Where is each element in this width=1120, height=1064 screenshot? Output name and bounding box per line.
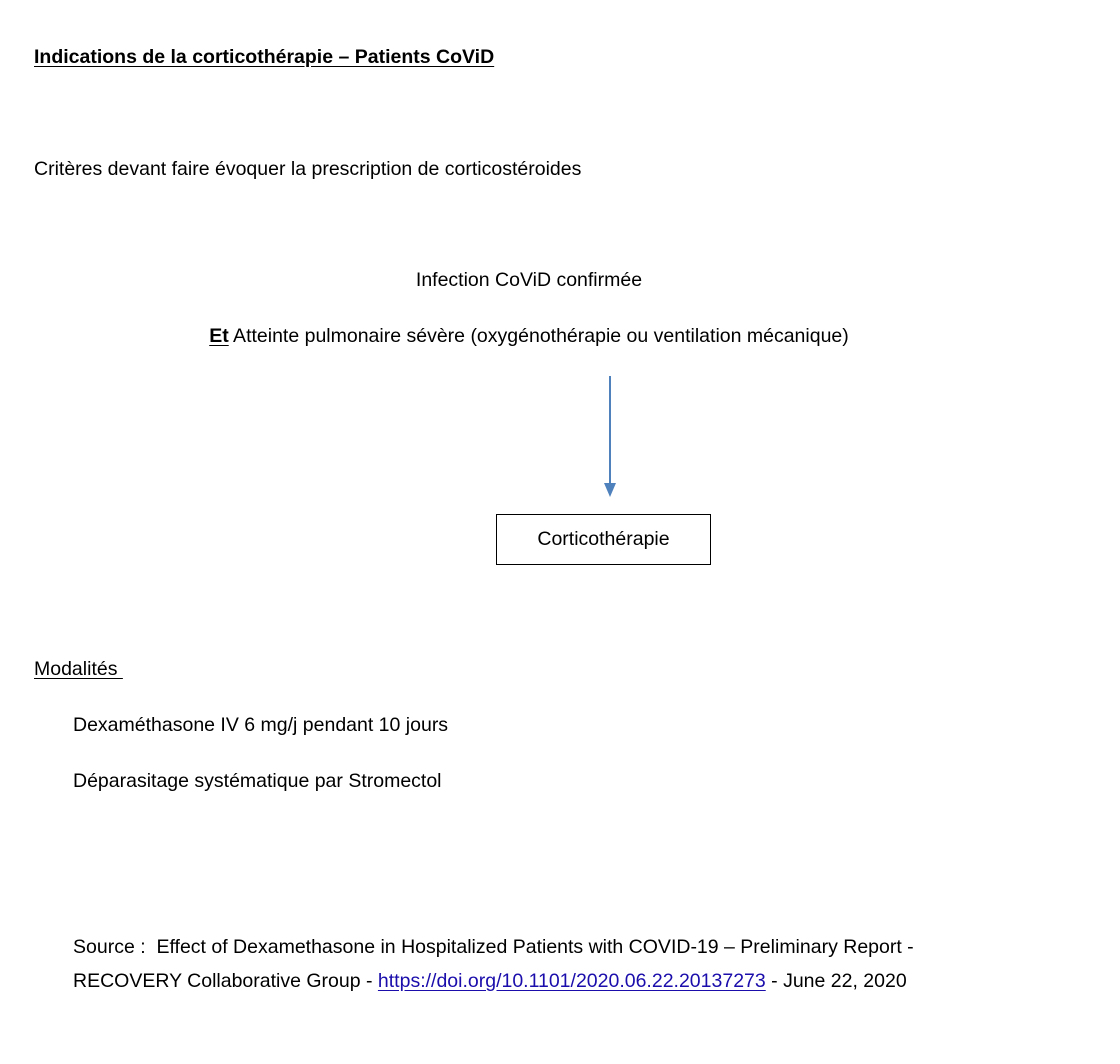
source-citation-line1: Source : Effect of Dexamethasone in Hospitalized Patients with COVID-19 – Preliminary Report -: [73, 936, 914, 958]
modalite-item: Dexaméthasone IV 6 mg/j pendant 10 jours: [73, 714, 449, 736]
source-date: - June 22, 2020: [765, 970, 907, 992]
criterion-pulmonary-severity: [0, 327, 1058, 347]
criteria-intro: Critères devant faire évoquer la prescription de corticostéroides: [34, 158, 582, 180]
criterion-covid-confirmed: Infection CoViD confirmée: [415, 269, 643, 291]
down-arrow-icon: [600, 376, 620, 500]
doi-link[interactable]: https://doi.org/10.1101/2020.06.22.20137273: [377, 970, 766, 992]
modalite-item: Déparasitage systématique par Stromectol: [73, 770, 442, 792]
corticotherapie-box: [496, 514, 711, 565]
criterion-pulmonary-text: Atteinte pulmonaire sévère (oxygénothérapie ou ventilation mécanique): [228, 325, 849, 347]
corticotherapie-label: Corticothérapie: [537, 528, 670, 550]
arrow-head: [604, 483, 616, 497]
connector-et: Et: [209, 325, 229, 347]
source-citation-line2: [73, 972, 907, 992]
source-authors: RECOVERY Collaborative Group -: [73, 970, 378, 992]
modalites-heading: Modalités: [34, 658, 123, 680]
document-title: Indications de la corticothérapie – Patients CoViD: [34, 46, 495, 68]
